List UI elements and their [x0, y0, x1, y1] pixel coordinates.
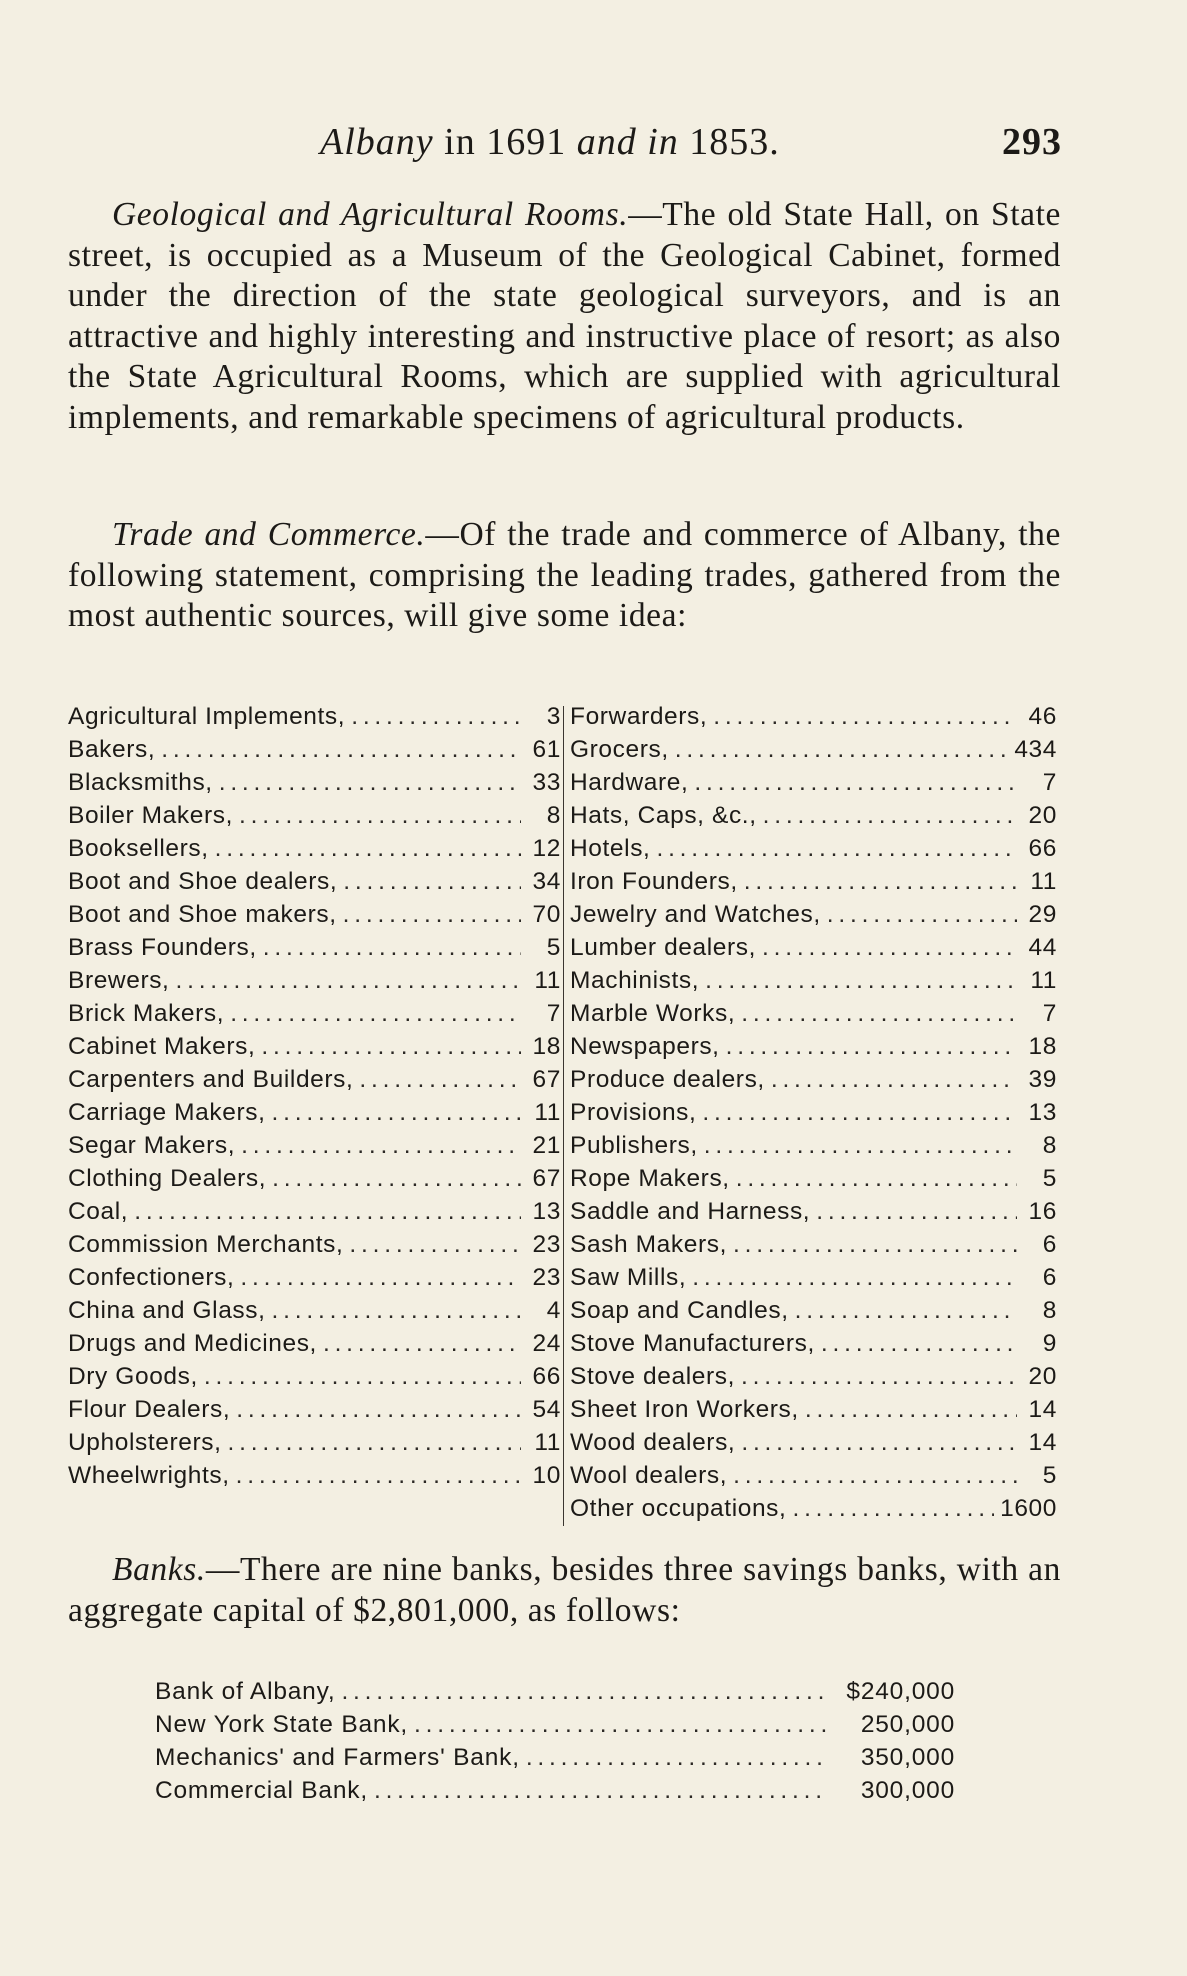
trade-row — [570, 865, 1057, 898]
entry-value: 66 — [1028, 835, 1057, 862]
trade-row — [570, 1195, 1057, 1228]
entry-value: 12 — [532, 835, 561, 862]
dot-leader — [215, 832, 521, 865]
dot-leader — [694, 766, 1017, 799]
trade-row — [570, 964, 1057, 997]
dot-leader — [239, 799, 521, 832]
trade-row — [570, 1030, 1057, 1063]
trade-row — [570, 1228, 1057, 1261]
entry-value: 11 — [534, 1099, 561, 1126]
entry-value: 23 — [532, 1264, 561, 1291]
title-albany: Albany — [320, 121, 434, 163]
entry-name: Flour Dealers, — [68, 1396, 231, 1423]
dot-leader — [705, 964, 1017, 997]
trade-row — [570, 1063, 1057, 1096]
trade-row — [570, 1327, 1057, 1360]
trade-row — [570, 1162, 1057, 1195]
entry-name: Brewers, — [68, 967, 170, 994]
trade-row — [68, 733, 561, 766]
paragraph-text: —Of the trade and commerce of Albany, the following statement, comprising the leading trades, gathered from the most authentic sources, will give some idea: — [68, 516, 1061, 634]
trade-row — [68, 1129, 561, 1162]
entry-name: Bank of Albany, — [155, 1678, 336, 1705]
entry-name: Blacksmiths, — [68, 769, 213, 796]
entry-value: 5 — [546, 934, 561, 961]
dot-leader — [827, 898, 1017, 931]
entry-value: 18 — [532, 1033, 561, 1060]
entry-name: Brick Makers, — [68, 1000, 225, 1027]
entry-value: 33 — [532, 769, 561, 796]
trade-row — [68, 865, 561, 898]
entry-name: Rope Makers, — [570, 1165, 730, 1192]
dot-leader — [733, 1459, 1017, 1492]
entry-name: Hotels, — [570, 835, 651, 862]
dot-leader — [741, 1360, 1017, 1393]
dot-leader — [341, 1675, 829, 1708]
trade-row — [68, 997, 561, 1030]
trade-row — [570, 733, 1057, 766]
dot-leader — [741, 1426, 1017, 1459]
dot-leader — [349, 1228, 521, 1261]
entry-name: New York State Bank, — [155, 1711, 408, 1738]
entry-name: Soap and Candles, — [570, 1297, 789, 1324]
dot-leader — [702, 1096, 1017, 1129]
entry-value: 10 — [532, 1462, 561, 1489]
entry-name: Stove Manufacturers, — [570, 1330, 815, 1357]
entry-value: 29 — [1028, 901, 1057, 928]
dot-leader — [272, 1162, 521, 1195]
entry-value: 6 — [1042, 1231, 1057, 1258]
entry-value: 70 — [532, 901, 561, 928]
entry-value: 46 — [1028, 703, 1057, 730]
trade-row — [570, 1129, 1057, 1162]
trade-row — [570, 898, 1057, 931]
paragraph-geological — [68, 195, 1061, 438]
dot-leader — [343, 898, 521, 931]
dot-leader — [762, 931, 1017, 964]
trade-row — [68, 1261, 561, 1294]
trade-row — [68, 1096, 561, 1129]
trade-row — [68, 1426, 561, 1459]
trade-row — [68, 1162, 561, 1195]
trade-row — [68, 1360, 561, 1393]
entry-value: 66 — [532, 1363, 561, 1390]
entry-value: 434 — [1014, 736, 1057, 763]
entry-name: Saddle and Harness, — [570, 1198, 811, 1225]
entry-value: 18 — [1028, 1033, 1057, 1060]
entry-value: 300,000 — [860, 1777, 955, 1804]
entry-value: 67 — [532, 1066, 561, 1093]
entry-name: Wheelwrights, — [68, 1462, 230, 1489]
trades-left-column — [68, 700, 561, 1492]
entry-name: Newspapers, — [570, 1033, 720, 1060]
dot-leader — [713, 700, 1017, 733]
entry-value: 11 — [1030, 967, 1057, 994]
dot-leader — [359, 1063, 521, 1096]
dot-leader — [526, 1741, 829, 1774]
dot-leader — [230, 997, 521, 1030]
paragraph-text: —There are nine banks, besides three savings banks, with an aggregate capital of $2,801,000, as follows: — [68, 1551, 1061, 1629]
entry-name: Boiler Makers, — [68, 802, 233, 829]
entry-value: 14 — [1028, 1429, 1057, 1456]
entry-name: Hats, Caps, &c., — [570, 802, 757, 829]
entry-value: 5 — [1042, 1165, 1057, 1192]
entry-name: Clothing Dealers, — [68, 1165, 267, 1192]
dot-leader — [795, 1294, 1017, 1327]
trade-row — [68, 1195, 561, 1228]
entry-value: 11 — [534, 967, 561, 994]
entry-name: Sheet Iron Workers, — [570, 1396, 799, 1423]
entry-value: 350,000 — [860, 1744, 955, 1771]
running-title — [320, 120, 780, 164]
trade-row — [570, 1261, 1057, 1294]
entry-value: 11 — [1030, 868, 1057, 895]
dot-leader — [241, 1129, 521, 1162]
trade-row — [68, 1459, 561, 1492]
entry-value: 20 — [1028, 802, 1057, 829]
trade-row — [570, 832, 1057, 865]
entry-name: Coal, — [68, 1198, 129, 1225]
entry-name: Marble Works, — [570, 1000, 736, 1027]
entry-value: 23 — [532, 1231, 561, 1258]
entry-value: 4 — [546, 1297, 561, 1324]
dot-leader — [771, 1063, 1017, 1096]
entry-name: Machinists, — [570, 967, 700, 994]
entry-name: Hardware, — [570, 769, 689, 796]
dot-leader — [323, 1327, 521, 1360]
entry-name: China and Glass, — [68, 1297, 266, 1324]
entry-value: 13 — [1028, 1099, 1057, 1126]
dot-leader — [374, 1774, 829, 1807]
entry-name: Drugs and Medicines, — [68, 1330, 317, 1357]
dot-leader — [351, 700, 521, 733]
entry-name: Agricultural Implements, — [68, 703, 346, 730]
trade-row — [570, 1459, 1057, 1492]
entry-name: Jewelry and Watches, — [570, 901, 821, 928]
trade-row — [570, 1360, 1057, 1393]
dot-leader — [736, 1162, 1017, 1195]
entry-name: Carpenters and Builders, — [68, 1066, 354, 1093]
entry-value: 67 — [532, 1165, 561, 1192]
trade-row — [68, 1294, 561, 1327]
entry-value: 8 — [1042, 1297, 1057, 1324]
dot-leader — [228, 1426, 522, 1459]
entry-name: Upholsterers, — [68, 1429, 222, 1456]
trade-row — [68, 1393, 561, 1426]
entry-value: $240,000 — [846, 1678, 955, 1705]
trade-row — [570, 997, 1057, 1030]
trade-row — [68, 964, 561, 997]
entry-value: 7 — [1042, 769, 1057, 796]
entry-name: Stove dealers, — [570, 1363, 736, 1390]
entry-name: Provisions, — [570, 1099, 697, 1126]
dot-leader — [161, 733, 521, 766]
dot-leader — [792, 1492, 994, 1525]
trade-row — [68, 766, 561, 799]
page-number: 293 — [1002, 121, 1062, 163]
dot-leader — [805, 1393, 1017, 1426]
entry-name: Saw Mills, — [570, 1264, 687, 1291]
title-years-2: 1853. — [678, 121, 780, 163]
dot-leader — [272, 1294, 521, 1327]
dot-leader — [744, 865, 1017, 898]
entry-name: Boot and Shoe dealers, — [68, 868, 338, 895]
entry-value: 3 — [546, 703, 561, 730]
dot-leader — [763, 799, 1017, 832]
dot-leader — [821, 1327, 1017, 1360]
entry-name: Lumber dealers, — [570, 934, 757, 961]
entry-value: 6 — [1042, 1264, 1057, 1291]
dot-leader — [656, 832, 1017, 865]
entry-name: Commercial Bank, — [155, 1777, 368, 1804]
bank-row — [155, 1708, 955, 1741]
entry-value: 61 — [532, 736, 561, 763]
entry-name: Iron Founders, — [570, 868, 738, 895]
paragraph-text: —The old State Hall, on State street, is occupied as a Museum of the Geological Cabinet, formed under the direction of the state geological surveyors, and is an attractive and highly interesting and instructive place of resort; as also the State Agricultural Rooms, which are supplied with agricultural implements, and remarkable specimens of agricultural products. — [68, 196, 1061, 436]
trades-right-column — [570, 700, 1057, 1525]
trade-row — [68, 1063, 561, 1096]
entry-name: Grocers, — [570, 736, 669, 763]
title-years-1: in 1691 — [433, 121, 577, 163]
dot-leader — [704, 1129, 1017, 1162]
dot-leader — [240, 1261, 521, 1294]
dot-leader — [726, 1030, 1017, 1063]
bank-row — [155, 1741, 955, 1774]
dot-leader — [675, 733, 1009, 766]
entry-name: Booksellers, — [68, 835, 209, 862]
entry-value: 13 — [532, 1198, 561, 1225]
paragraph-heading: Trade and Commerce. — [112, 516, 426, 553]
entry-value: 5 — [1042, 1462, 1057, 1489]
entry-value: 39 — [1028, 1066, 1057, 1093]
trade-row — [68, 832, 561, 865]
trade-row — [570, 1294, 1057, 1327]
entry-value: 250,000 — [860, 1711, 955, 1738]
dot-leader — [236, 1459, 521, 1492]
trade-row — [68, 799, 561, 832]
entry-value: 54 — [532, 1396, 561, 1423]
entry-name: Produce dealers, — [570, 1066, 765, 1093]
bank-row — [155, 1774, 955, 1807]
bank-row — [155, 1675, 955, 1708]
trade-row — [68, 931, 561, 964]
entry-value: 7 — [546, 1000, 561, 1027]
entry-value: 21 — [532, 1132, 561, 1159]
trade-row — [570, 700, 1057, 733]
entry-value: 20 — [1028, 1363, 1057, 1390]
entry-value: 11 — [534, 1429, 561, 1456]
dot-leader — [261, 1030, 521, 1063]
entry-name: Sash Makers, — [570, 1231, 727, 1258]
trade-row — [570, 1096, 1057, 1129]
entry-name: Carriage Makers, — [68, 1099, 266, 1126]
dot-leader — [343, 865, 521, 898]
trade-row — [68, 1228, 561, 1261]
dot-leader — [816, 1195, 1017, 1228]
dot-leader — [272, 1096, 522, 1129]
trade-row — [570, 1426, 1057, 1459]
banks-list — [155, 1675, 955, 1807]
trade-row — [68, 1030, 561, 1063]
dot-leader — [175, 964, 521, 997]
entry-value: 44 — [1028, 934, 1057, 961]
paragraph-heading: Geological and Agricultural Rooms. — [112, 196, 629, 233]
dot-leader — [741, 997, 1017, 1030]
entry-value: 7 — [1042, 1000, 1057, 1027]
entry-value: 14 — [1028, 1396, 1057, 1423]
trade-row — [570, 766, 1057, 799]
trade-row — [570, 1393, 1057, 1426]
title-and-in: and in — [576, 121, 679, 163]
entry-name: Mechanics' and Farmers' Bank, — [155, 1744, 520, 1771]
entry-name: Brass Founders, — [68, 934, 257, 961]
entry-value: 24 — [532, 1330, 561, 1357]
dot-leader — [134, 1195, 521, 1228]
dot-leader — [236, 1393, 521, 1426]
entry-name: Publishers, — [570, 1132, 698, 1159]
paragraph-heading: Banks. — [112, 1551, 206, 1588]
entry-name: Wool dealers, — [570, 1462, 728, 1489]
entry-name: Segar Makers, — [68, 1132, 236, 1159]
trade-row — [570, 1492, 1057, 1525]
trade-row — [68, 1327, 561, 1360]
paragraph-banks — [68, 1550, 1061, 1631]
dot-leader — [219, 766, 521, 799]
entry-name: Cabinet Makers, — [68, 1033, 256, 1060]
trade-row — [570, 931, 1057, 964]
entry-value: 16 — [1028, 1198, 1057, 1225]
entry-name: Forwarders, — [570, 703, 708, 730]
entry-name: Dry Goods, — [68, 1363, 198, 1390]
column-divider — [563, 706, 564, 1526]
dot-leader — [414, 1708, 829, 1741]
dot-leader — [263, 931, 521, 964]
entry-name: Bakers, — [68, 736, 156, 763]
entry-name: Boot and Shoe makers, — [68, 901, 337, 928]
entry-name: Confectioners, — [68, 1264, 235, 1291]
dot-leader — [733, 1228, 1017, 1261]
paragraph-trade — [68, 515, 1061, 637]
dot-leader — [692, 1261, 1017, 1294]
entry-value: 8 — [1042, 1132, 1057, 1159]
trade-row — [68, 700, 561, 733]
entry-value: 34 — [532, 868, 561, 895]
trade-row — [570, 799, 1057, 832]
dot-leader — [204, 1360, 521, 1393]
trade-row — [68, 898, 561, 931]
entry-value: 1600 — [1000, 1495, 1057, 1522]
running-header — [0, 120, 1187, 170]
entry-value: 8 — [546, 802, 561, 829]
entry-name: Other occupations, — [570, 1495, 787, 1522]
entry-name: Commission Merchants, — [68, 1231, 344, 1258]
entry-name: Wood dealers, — [570, 1429, 736, 1456]
entry-value: 9 — [1042, 1330, 1057, 1357]
